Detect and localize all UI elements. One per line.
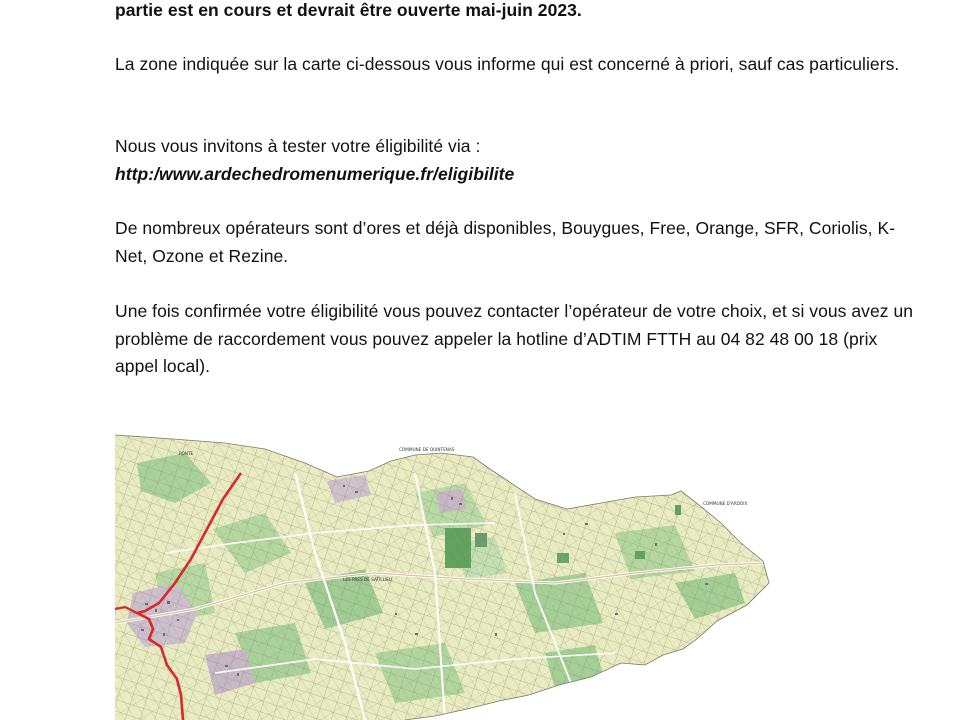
- zone-info-text: La zone indiquée sur la carte ci-dessous vous informe qui est concerné à priori, sauf cas particuliers.: [115, 54, 900, 74]
- map-label-commune-north: COMMUNE DE QUINTENAS: [399, 447, 455, 452]
- paragraph-eligibility: [115, 133, 920, 188]
- map-label-place-mid: LES PRES DE SATILLIEU: [343, 577, 392, 582]
- map-label-commune-east: COMMUNE D'ARDOIX: [703, 501, 748, 506]
- map-zone: [115, 433, 785, 720]
- coverage-map-svg: [115, 433, 785, 720]
- eligibility-invite-text: Nous vous invitons à tester votre éligibilité via :: [115, 136, 481, 156]
- contact-text: Une fois confirmée votre éligibilité vous pouvez contacter l’opérateur de votre choix, et si vous avez un problème de raccordement vous pouvez appeler la hotline d’ADTIM FTTH au 04 82 48 00 18 (prix appel local).: [115, 301, 914, 376]
- paragraph-opening-date: [115, 0, 920, 25]
- operators-text: De nombreux opérateurs sont d’ores et déjà disponibles, Bouygues, Free, Orange, SFR, Coriolis, K-Net, Ozone et Rezine.: [115, 218, 896, 266]
- paragraph-zone-info: [115, 51, 920, 79]
- eligibility-link[interactable]: http:/www.ardechedromenumerique.fr/eligibilite: [115, 163, 515, 184]
- paragraph-contact: [115, 298, 920, 381]
- coverage-map: [115, 433, 785, 720]
- paragraph-operators: [115, 215, 920, 270]
- map-label-place-west: PONTE: [179, 451, 194, 456]
- opening-date-text: partie est en cours et devrait être ouverte mai-juin 2023.: [115, 0, 582, 20]
